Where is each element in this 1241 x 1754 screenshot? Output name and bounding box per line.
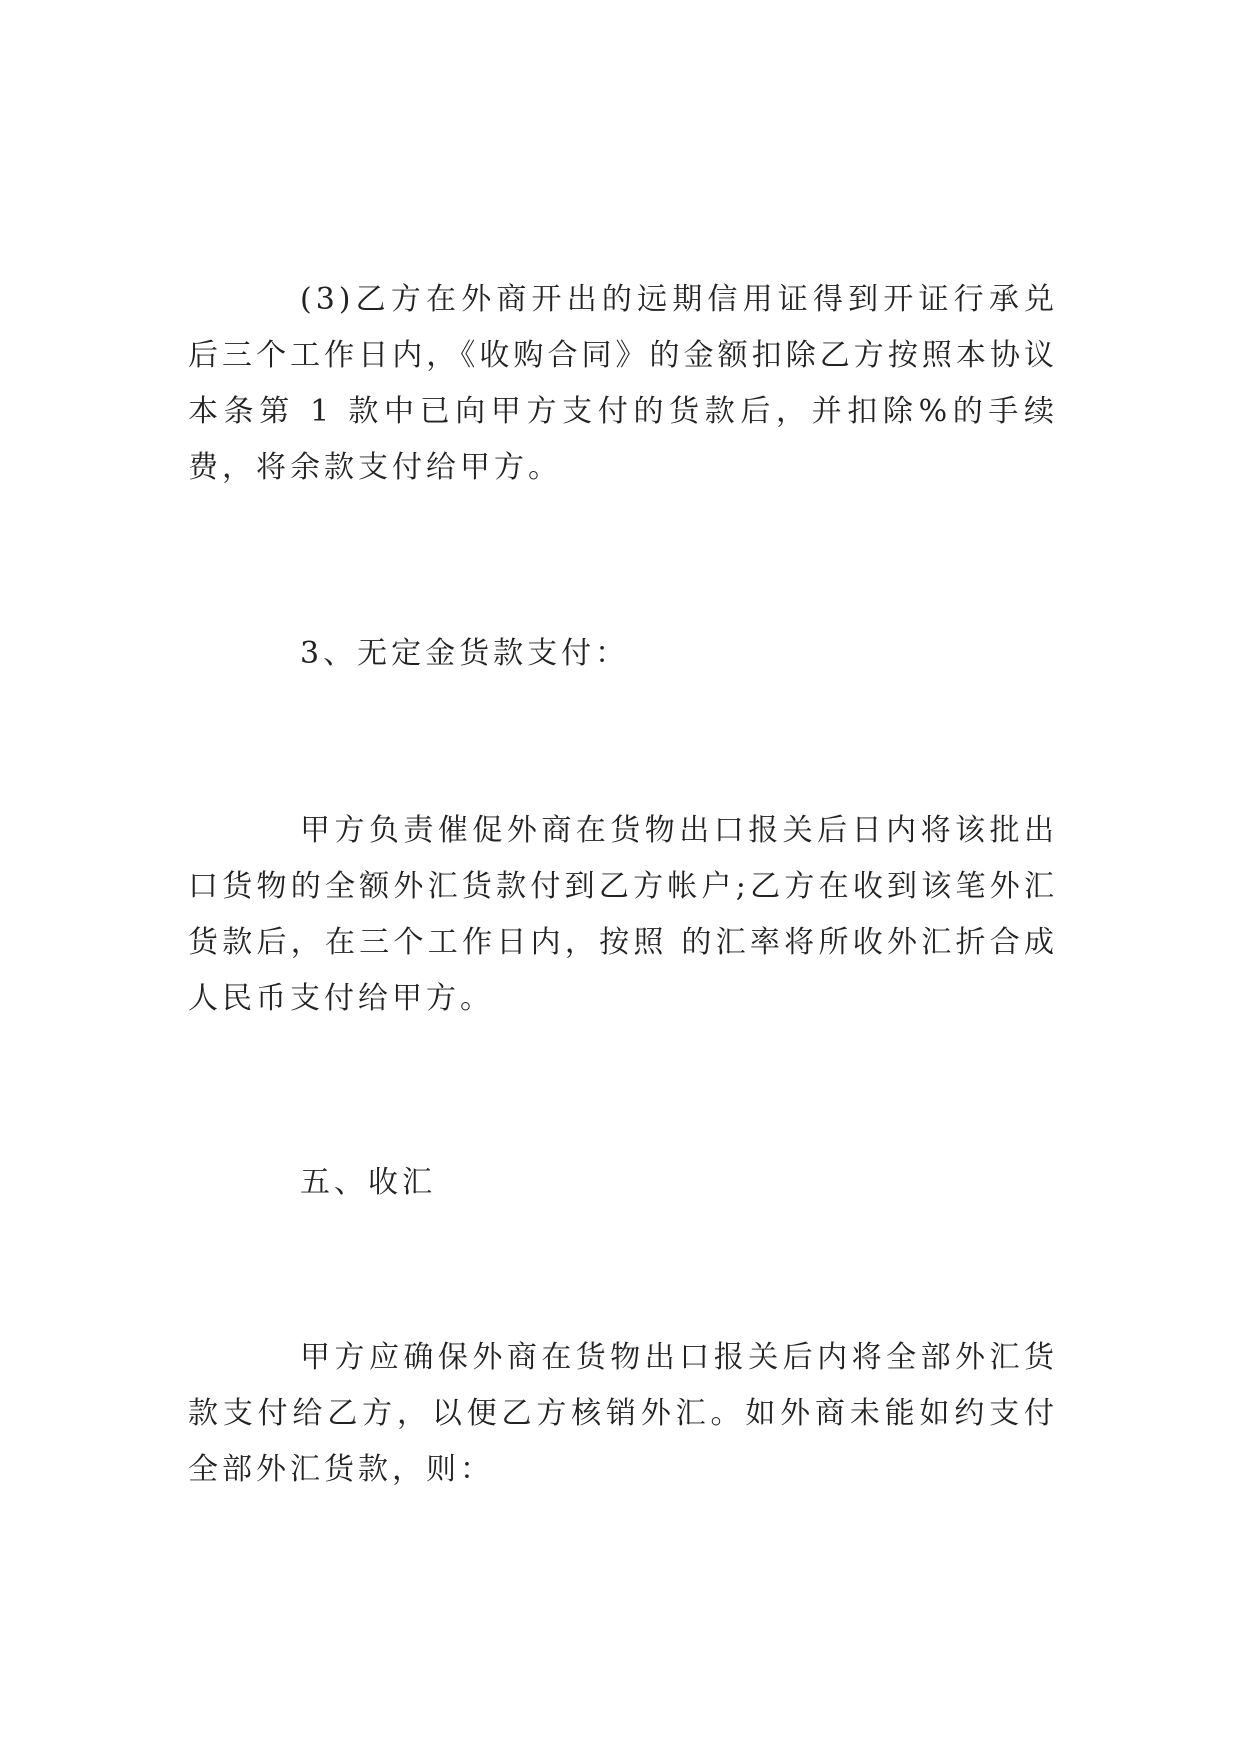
section-heading-exchange-collection: 五、收汇	[300, 1165, 436, 1200]
paragraph-payment-after-acceptance: (3)乙方在外商开出的远期信用证得到开证行承兑后三个工作日内，《收购合同》的金额扣除乙方按照本协议本条第 1 款中已向甲方支付的货款后，并扣除%的手续费，将余款支付给甲方。	[188, 282, 1058, 485]
paragraph-full-foreign-exchange-payment: 甲方负责催促外商在货物出口报关后日内将该批出口货物的全额外汇货款付到乙方帐户;乙方在收到该笔外汇货款后，在三个工作日内，按照 的汇率将所收外汇折合成人民币支付给甲方。	[188, 813, 1058, 1016]
section-heading-no-deposit-payment: 3、无定金货款支付：	[300, 636, 630, 671]
paragraph-exchange-collection-terms: 甲方应确保外商在货物出口报关后内将全部外汇货款支付给乙方，以便乙方核销外汇。如外商未能如约支付全部外汇货款，则：	[188, 1340, 1058, 1487]
